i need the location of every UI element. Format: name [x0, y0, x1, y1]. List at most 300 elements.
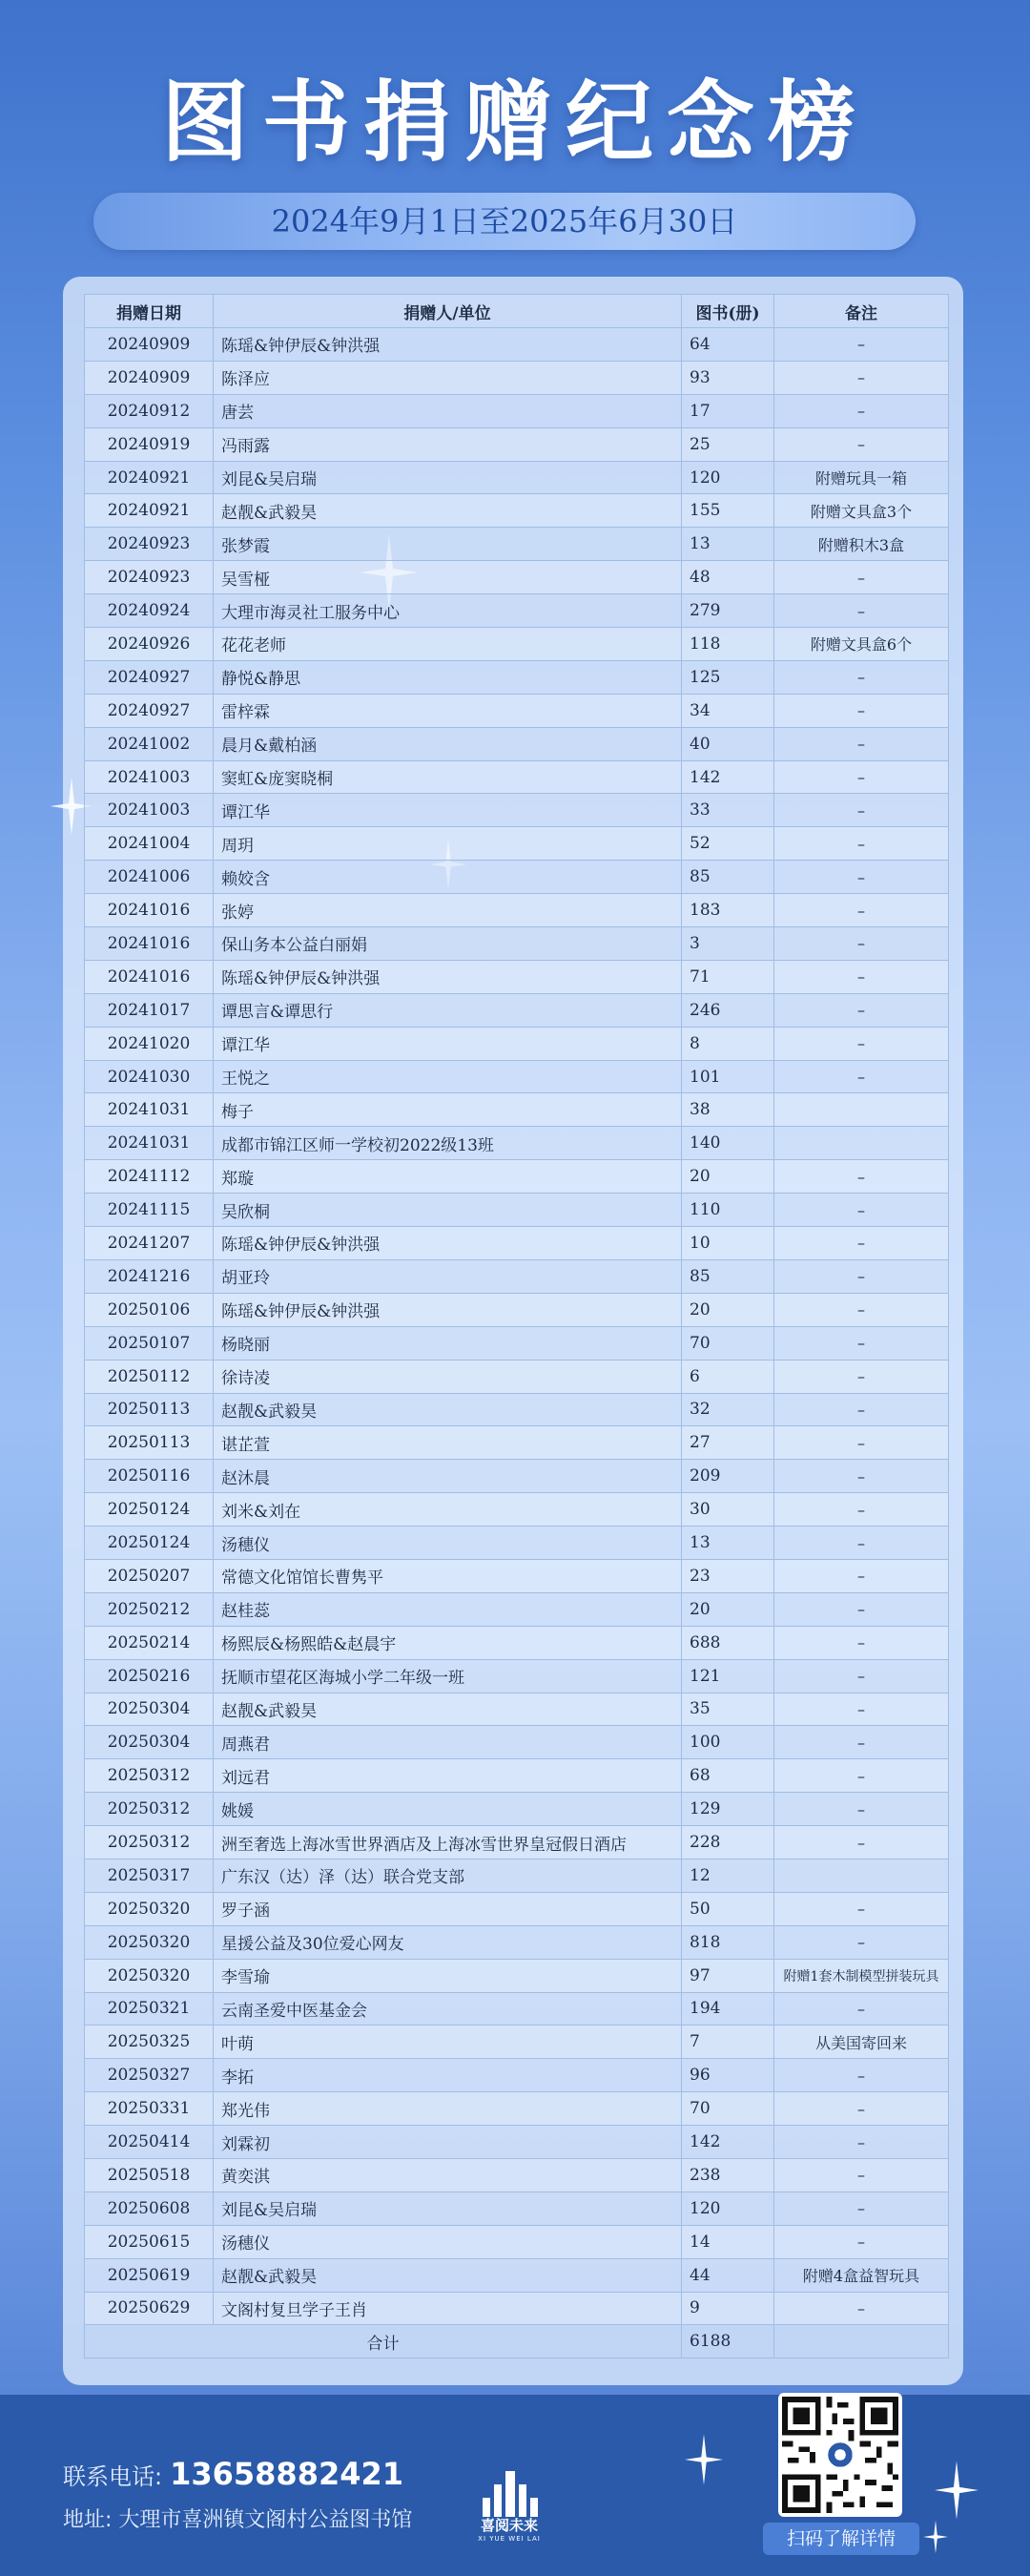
row-donor: 星援公益及30位爱心网友 [214, 1925, 682, 1959]
row-books: 3 [682, 927, 774, 961]
row-donor: 静悦&静思 [214, 660, 682, 694]
row-note: – [774, 1527, 949, 1560]
row-note: 附赠积木3盒 [774, 528, 949, 561]
table-row [85, 1027, 949, 1060]
row-note: – [774, 1027, 949, 1060]
row-note: – [774, 1259, 949, 1293]
row-books: 40 [682, 727, 774, 760]
table-row [85, 594, 949, 628]
row-donor: 唐芸 [214, 394, 682, 427]
table-row [85, 993, 949, 1027]
row-note: – [774, 1925, 949, 1959]
row-note: – [774, 394, 949, 427]
row-date: 20250325 [85, 2025, 214, 2059]
row-date: 20241004 [85, 827, 214, 861]
row-donor: 赵靓&武毅昊 [214, 1693, 682, 1726]
table-row [85, 660, 949, 694]
row-note: – [774, 2092, 949, 2126]
row-date: 20240924 [85, 594, 214, 628]
row-date: 20241016 [85, 927, 214, 961]
row-note: – [774, 993, 949, 1027]
row-books: 44 [682, 2258, 774, 2292]
sparkle-icon [685, 2431, 723, 2488]
row-books: 10 [682, 1227, 774, 1260]
row-books: 93 [682, 361, 774, 394]
row-books: 120 [682, 2192, 774, 2225]
row-donor: 刘米&刘在 [214, 1493, 682, 1527]
table-row [85, 694, 949, 727]
row-donor: 赵沐晨 [214, 1460, 682, 1493]
row-note: – [774, 727, 949, 760]
row-donor: 洲至奢选上海冰雪世界酒店及上海冰雪世界皇冠假日酒店 [214, 1826, 682, 1859]
row-donor: 吴雪桠 [214, 561, 682, 594]
row-books: 238 [682, 2158, 774, 2192]
table-row [85, 1626, 949, 1659]
row-date: 20250327 [85, 2059, 214, 2092]
row-date: 20250207 [85, 1559, 214, 1592]
row-books: 9 [682, 2292, 774, 2325]
row-date: 20241115 [85, 1194, 214, 1227]
row-date: 20250320 [85, 1925, 214, 1959]
row-note: 附赠玩具一箱 [774, 461, 949, 494]
qr-caption: 扫码了解详情 [763, 2523, 919, 2555]
row-date: 20250414 [85, 2126, 214, 2159]
row-note: – [774, 1826, 949, 1859]
table-row [85, 394, 949, 427]
row-books: 13 [682, 528, 774, 561]
table-row [85, 1892, 949, 1925]
row-books: 121 [682, 1659, 774, 1693]
row-note: – [774, 1460, 949, 1493]
row-donor: 张婷 [214, 894, 682, 927]
table-row [85, 1227, 949, 1260]
row-note: 附赠文具盒6个 [774, 628, 949, 661]
row-books: 68 [682, 1759, 774, 1793]
row-note: – [774, 827, 949, 861]
row-donor: 汤穗仪 [214, 1527, 682, 1560]
row-note: – [774, 1992, 949, 2025]
row-date: 20240921 [85, 494, 214, 528]
row-date: 20250312 [85, 1759, 214, 1793]
row-date: 20241003 [85, 794, 214, 827]
table-row [85, 1060, 949, 1093]
row-date: 20250107 [85, 1326, 214, 1360]
phone-label: 联系电话: [63, 2463, 163, 2490]
row-donor: 冯雨露 [214, 427, 682, 461]
row-books: 6 [682, 1360, 774, 1393]
row-note: – [774, 694, 949, 727]
row-note: 附赠1套木制模型拼装玩具 [774, 1959, 949, 1992]
row-note: – [774, 660, 949, 694]
table-row [85, 1393, 949, 1426]
row-note: – [774, 1160, 949, 1194]
row-note: – [774, 1293, 949, 1326]
row-date: 20250124 [85, 1527, 214, 1560]
row-books: 101 [682, 1060, 774, 1093]
row-books: 140 [682, 1127, 774, 1160]
row-donor: 梅子 [214, 1093, 682, 1127]
table-row [85, 2158, 949, 2192]
address-label: 地址: [63, 2508, 113, 2532]
row-donor: 广东汉（达）泽（达）联合党支部 [214, 1859, 682, 1892]
row-date: 20250216 [85, 1659, 214, 1693]
header-donor: 捐赠人/单位 [214, 295, 682, 328]
row-donor: 汤穗仪 [214, 2225, 682, 2258]
row-note: – [774, 1559, 949, 1592]
table-row [85, 361, 949, 394]
row-books: 120 [682, 461, 774, 494]
row-books: 38 [682, 1093, 774, 1127]
row-books: 8 [682, 1027, 774, 1060]
table-row [85, 2126, 949, 2159]
row-date: 20240921 [85, 461, 214, 494]
address-text: 大理市喜洲镇文阁村公益图书馆 [118, 2508, 413, 2532]
row-donor: 吴欣桐 [214, 1194, 682, 1227]
table-row [85, 1592, 949, 1626]
row-books: 70 [682, 2092, 774, 2126]
row-donor: 胡亚玲 [214, 1259, 682, 1293]
row-date: 20240927 [85, 694, 214, 727]
row-books: 100 [682, 1726, 774, 1759]
row-date: 20250124 [85, 1493, 214, 1527]
row-books: 25 [682, 427, 774, 461]
table-row [85, 1925, 949, 1959]
qr-code[interactable] [778, 2393, 902, 2517]
row-note: – [774, 1194, 949, 1227]
row-note: – [774, 927, 949, 961]
row-note: – [774, 1493, 949, 1527]
row-books: 96 [682, 2059, 774, 2092]
table-row [85, 628, 949, 661]
row-donor: 抚顺市望花区海城小学二年级一班 [214, 1659, 682, 1693]
row-books: 155 [682, 494, 774, 528]
table-row [85, 1426, 949, 1460]
row-note: – [774, 1793, 949, 1826]
row-date: 20250116 [85, 1460, 214, 1493]
table-row [85, 2225, 949, 2258]
row-note: – [774, 2192, 949, 2225]
row-books: 97 [682, 1959, 774, 1992]
row-date: 20250331 [85, 2092, 214, 2126]
row-date: 20250518 [85, 2158, 214, 2192]
row-note: – [774, 1360, 949, 1393]
table-row [85, 1293, 949, 1326]
row-donor: 谭江华 [214, 1027, 682, 1060]
table-row [85, 1326, 949, 1360]
row-books: 7 [682, 2025, 774, 2059]
row-books: 118 [682, 628, 774, 661]
header-books: 图书(册) [682, 295, 774, 328]
row-note: – [774, 760, 949, 794]
page-title: 图书捐赠纪念榜 [160, 72, 869, 174]
donation-table [84, 294, 949, 2358]
header-date: 捐赠日期 [85, 295, 214, 328]
table-row [85, 1360, 949, 1393]
row-date: 20241016 [85, 894, 214, 927]
contact-phone-line [63, 2456, 403, 2492]
row-donor: 陈泽应 [214, 361, 682, 394]
row-donor: 常德文化馆馆长曹隽平 [214, 1559, 682, 1592]
logo-text [464, 2515, 555, 2543]
total-row [85, 2325, 949, 2358]
row-books: 85 [682, 1259, 774, 1293]
row-books: 129 [682, 1793, 774, 1826]
row-books: 48 [682, 561, 774, 594]
row-note: – [774, 2126, 949, 2159]
row-date: 20250320 [85, 1892, 214, 1925]
row-date: 20250304 [85, 1726, 214, 1759]
row-date: 20250112 [85, 1360, 214, 1393]
row-books: 50 [682, 1892, 774, 1925]
row-note: – [774, 1592, 949, 1626]
row-donor: 刘远君 [214, 1759, 682, 1793]
row-donor: 王悦之 [214, 1060, 682, 1093]
row-note: – [774, 1892, 949, 1925]
row-date: 20240926 [85, 628, 214, 661]
row-donor: 晨月&戴柏涵 [214, 727, 682, 760]
row-date: 20241006 [85, 861, 214, 894]
row-books: 13 [682, 1527, 774, 1560]
row-books: 52 [682, 827, 774, 861]
logo-name: 喜阅未来 [480, 2517, 538, 2534]
row-donor: 杨熙辰&杨熙皓&赵晨宇 [214, 1626, 682, 1659]
table-row [85, 1826, 949, 1859]
table-row [85, 1992, 949, 2025]
row-date: 20250106 [85, 1293, 214, 1326]
table-row [85, 727, 949, 760]
table-row [85, 2092, 949, 2126]
row-donor: 谭江华 [214, 794, 682, 827]
row-books: 142 [682, 760, 774, 794]
table-row [85, 960, 949, 993]
row-donor: 姚媛 [214, 1793, 682, 1826]
row-donor: 郑璇 [214, 1160, 682, 1194]
row-date: 20250320 [85, 1959, 214, 1992]
total-note [774, 2325, 949, 2358]
table-row [85, 561, 949, 594]
row-date: 20241112 [85, 1160, 214, 1194]
row-donor: 刘霖初 [214, 2126, 682, 2159]
table-row [85, 427, 949, 461]
row-note: – [774, 960, 949, 993]
row-donor: 刘昆&吴启瑞 [214, 461, 682, 494]
row-books: 64 [682, 328, 774, 362]
row-donor: 雷梓霖 [214, 694, 682, 727]
row-date: 20250312 [85, 1826, 214, 1859]
table-row [85, 1493, 949, 1527]
row-note: – [774, 1693, 949, 1726]
row-books: 35 [682, 1693, 774, 1726]
row-books: 70 [682, 1326, 774, 1360]
row-books: 194 [682, 1992, 774, 2025]
row-note [774, 1093, 949, 1127]
table-row [85, 894, 949, 927]
row-donor: 郑光伟 [214, 2092, 682, 2126]
row-donor: 罗子涵 [214, 1892, 682, 1925]
row-date: 20250304 [85, 1693, 214, 1726]
row-books: 142 [682, 2126, 774, 2159]
row-books: 209 [682, 1460, 774, 1493]
row-books: 71 [682, 960, 774, 993]
row-date: 20250113 [85, 1393, 214, 1426]
table-row [85, 861, 949, 894]
row-donor: 徐诗凌 [214, 1360, 682, 1393]
table-row [85, 328, 949, 362]
row-date: 20241031 [85, 1093, 214, 1127]
row-donor: 云南圣爱中医基金会 [214, 1992, 682, 2025]
row-books: 85 [682, 861, 774, 894]
row-books: 246 [682, 993, 774, 1027]
row-date: 20240912 [85, 394, 214, 427]
row-note: – [774, 1426, 949, 1460]
row-note: – [774, 1626, 949, 1659]
row-donor: 保山务本公益白丽娟 [214, 927, 682, 961]
row-donor: 谌芷萱 [214, 1426, 682, 1460]
row-donor: 杨晓丽 [214, 1326, 682, 1360]
total-value: 6188 [682, 2325, 774, 2358]
row-note: 附赠4盒益智玩具 [774, 2258, 949, 2292]
row-date: 20250629 [85, 2292, 214, 2325]
row-date: 20250113 [85, 1426, 214, 1460]
row-note: 从美国寄回来 [774, 2025, 949, 2059]
table-row [85, 1859, 949, 1892]
row-donor: 谭思言&谭思行 [214, 993, 682, 1027]
row-donor: 赵靓&武毅昊 [214, 2258, 682, 2292]
date-range-banner: 2024年9月1日至2025年6月30日 [93, 193, 916, 250]
row-donor: 陈瑶&钟伊辰&钟洪强 [214, 960, 682, 993]
row-note: – [774, 1659, 949, 1693]
row-note [774, 1127, 949, 1160]
row-date: 20241207 [85, 1227, 214, 1260]
row-date: 20240919 [85, 427, 214, 461]
table-row [85, 1160, 949, 1194]
row-books: 30 [682, 1493, 774, 1527]
row-books: 818 [682, 1925, 774, 1959]
row-books: 183 [682, 894, 774, 927]
row-books: 34 [682, 694, 774, 727]
row-note: – [774, 328, 949, 362]
row-donor: 陈瑶&钟伊辰&钟洪强 [214, 1293, 682, 1326]
row-books: 27 [682, 1426, 774, 1460]
table-row [85, 927, 949, 961]
row-donor: 赖姣含 [214, 861, 682, 894]
row-books: 20 [682, 1160, 774, 1194]
table-row [85, 1659, 949, 1693]
row-donor: 陈瑶&钟伊辰&钟洪强 [214, 328, 682, 362]
row-date: 20241002 [85, 727, 214, 760]
row-date: 20250214 [85, 1626, 214, 1659]
row-donor: 张梦霞 [214, 528, 682, 561]
row-note: – [774, 794, 949, 827]
row-date: 20241020 [85, 1027, 214, 1060]
table-row [85, 494, 949, 528]
row-note: – [774, 1759, 949, 1793]
row-donor: 刘昆&吴启瑞 [214, 2192, 682, 2225]
row-note: 附赠文具盒3个 [774, 494, 949, 528]
table-row [85, 2258, 949, 2292]
table-row [85, 1527, 949, 1560]
table-row [85, 1259, 949, 1293]
row-books: 228 [682, 1826, 774, 1859]
row-note: – [774, 1393, 949, 1426]
row-note: – [774, 561, 949, 594]
row-date: 20241017 [85, 993, 214, 1027]
row-donor: 黄奕淇 [214, 2158, 682, 2192]
row-books: 17 [682, 394, 774, 427]
row-donor: 赵靓&武毅昊 [214, 494, 682, 528]
total-label: 合计 [85, 2325, 682, 2358]
row-date: 20240923 [85, 528, 214, 561]
row-books: 32 [682, 1393, 774, 1426]
row-donor: 成都市锦江区师一学校初2022级13班 [214, 1127, 682, 1160]
row-donor: 赵靓&武毅昊 [214, 1393, 682, 1426]
row-note [774, 1859, 949, 1892]
table-row [85, 1460, 949, 1493]
row-note: – [774, 1060, 949, 1093]
row-date: 20250212 [85, 1592, 214, 1626]
row-note: – [774, 1326, 949, 1360]
qr-code-icon [782, 2397, 898, 2513]
table-row [85, 2059, 949, 2092]
table-row [85, 2192, 949, 2225]
row-books: 33 [682, 794, 774, 827]
table-row [85, 1793, 949, 1826]
row-note: – [774, 894, 949, 927]
row-donor: 赵桂蕊 [214, 1592, 682, 1626]
row-date: 20241003 [85, 760, 214, 794]
table-row [85, 1693, 949, 1726]
row-date: 20240909 [85, 361, 214, 394]
row-donor: 周玥 [214, 827, 682, 861]
row-note: – [774, 2059, 949, 2092]
row-date: 20250312 [85, 1793, 214, 1826]
row-donor: 周燕君 [214, 1726, 682, 1759]
row-note: – [774, 1726, 949, 1759]
table-row [85, 1726, 949, 1759]
row-note: – [774, 427, 949, 461]
table-row [85, 1759, 949, 1793]
table-header-row [85, 295, 949, 328]
row-books: 14 [682, 2225, 774, 2258]
table-row [85, 1959, 949, 1992]
table-row [85, 1093, 949, 1127]
row-note: – [774, 1227, 949, 1260]
phone-number[interactable]: 13658882421 [170, 2456, 404, 2492]
row-note: – [774, 2158, 949, 2192]
row-date: 20241030 [85, 1060, 214, 1093]
table-row [85, 760, 949, 794]
row-date: 20241216 [85, 1259, 214, 1293]
row-books: 20 [682, 1293, 774, 1326]
row-date: 20240927 [85, 660, 214, 694]
row-books: 125 [682, 660, 774, 694]
row-donor: 李拓 [214, 2059, 682, 2092]
row-note: – [774, 861, 949, 894]
row-books: 110 [682, 1194, 774, 1227]
logo-subtitle: XI YUE WEI LAI [478, 2535, 541, 2543]
row-date: 20241016 [85, 960, 214, 993]
row-date: 20250317 [85, 1859, 214, 1892]
table-row [85, 794, 949, 827]
row-books: 279 [682, 594, 774, 628]
address-line [63, 2503, 412, 2533]
row-note: – [774, 2225, 949, 2258]
row-books: 23 [682, 1559, 774, 1592]
row-donor: 花花老师 [214, 628, 682, 661]
row-donor: 叶萌 [214, 2025, 682, 2059]
row-date: 20250615 [85, 2225, 214, 2258]
row-books: 688 [682, 1626, 774, 1659]
